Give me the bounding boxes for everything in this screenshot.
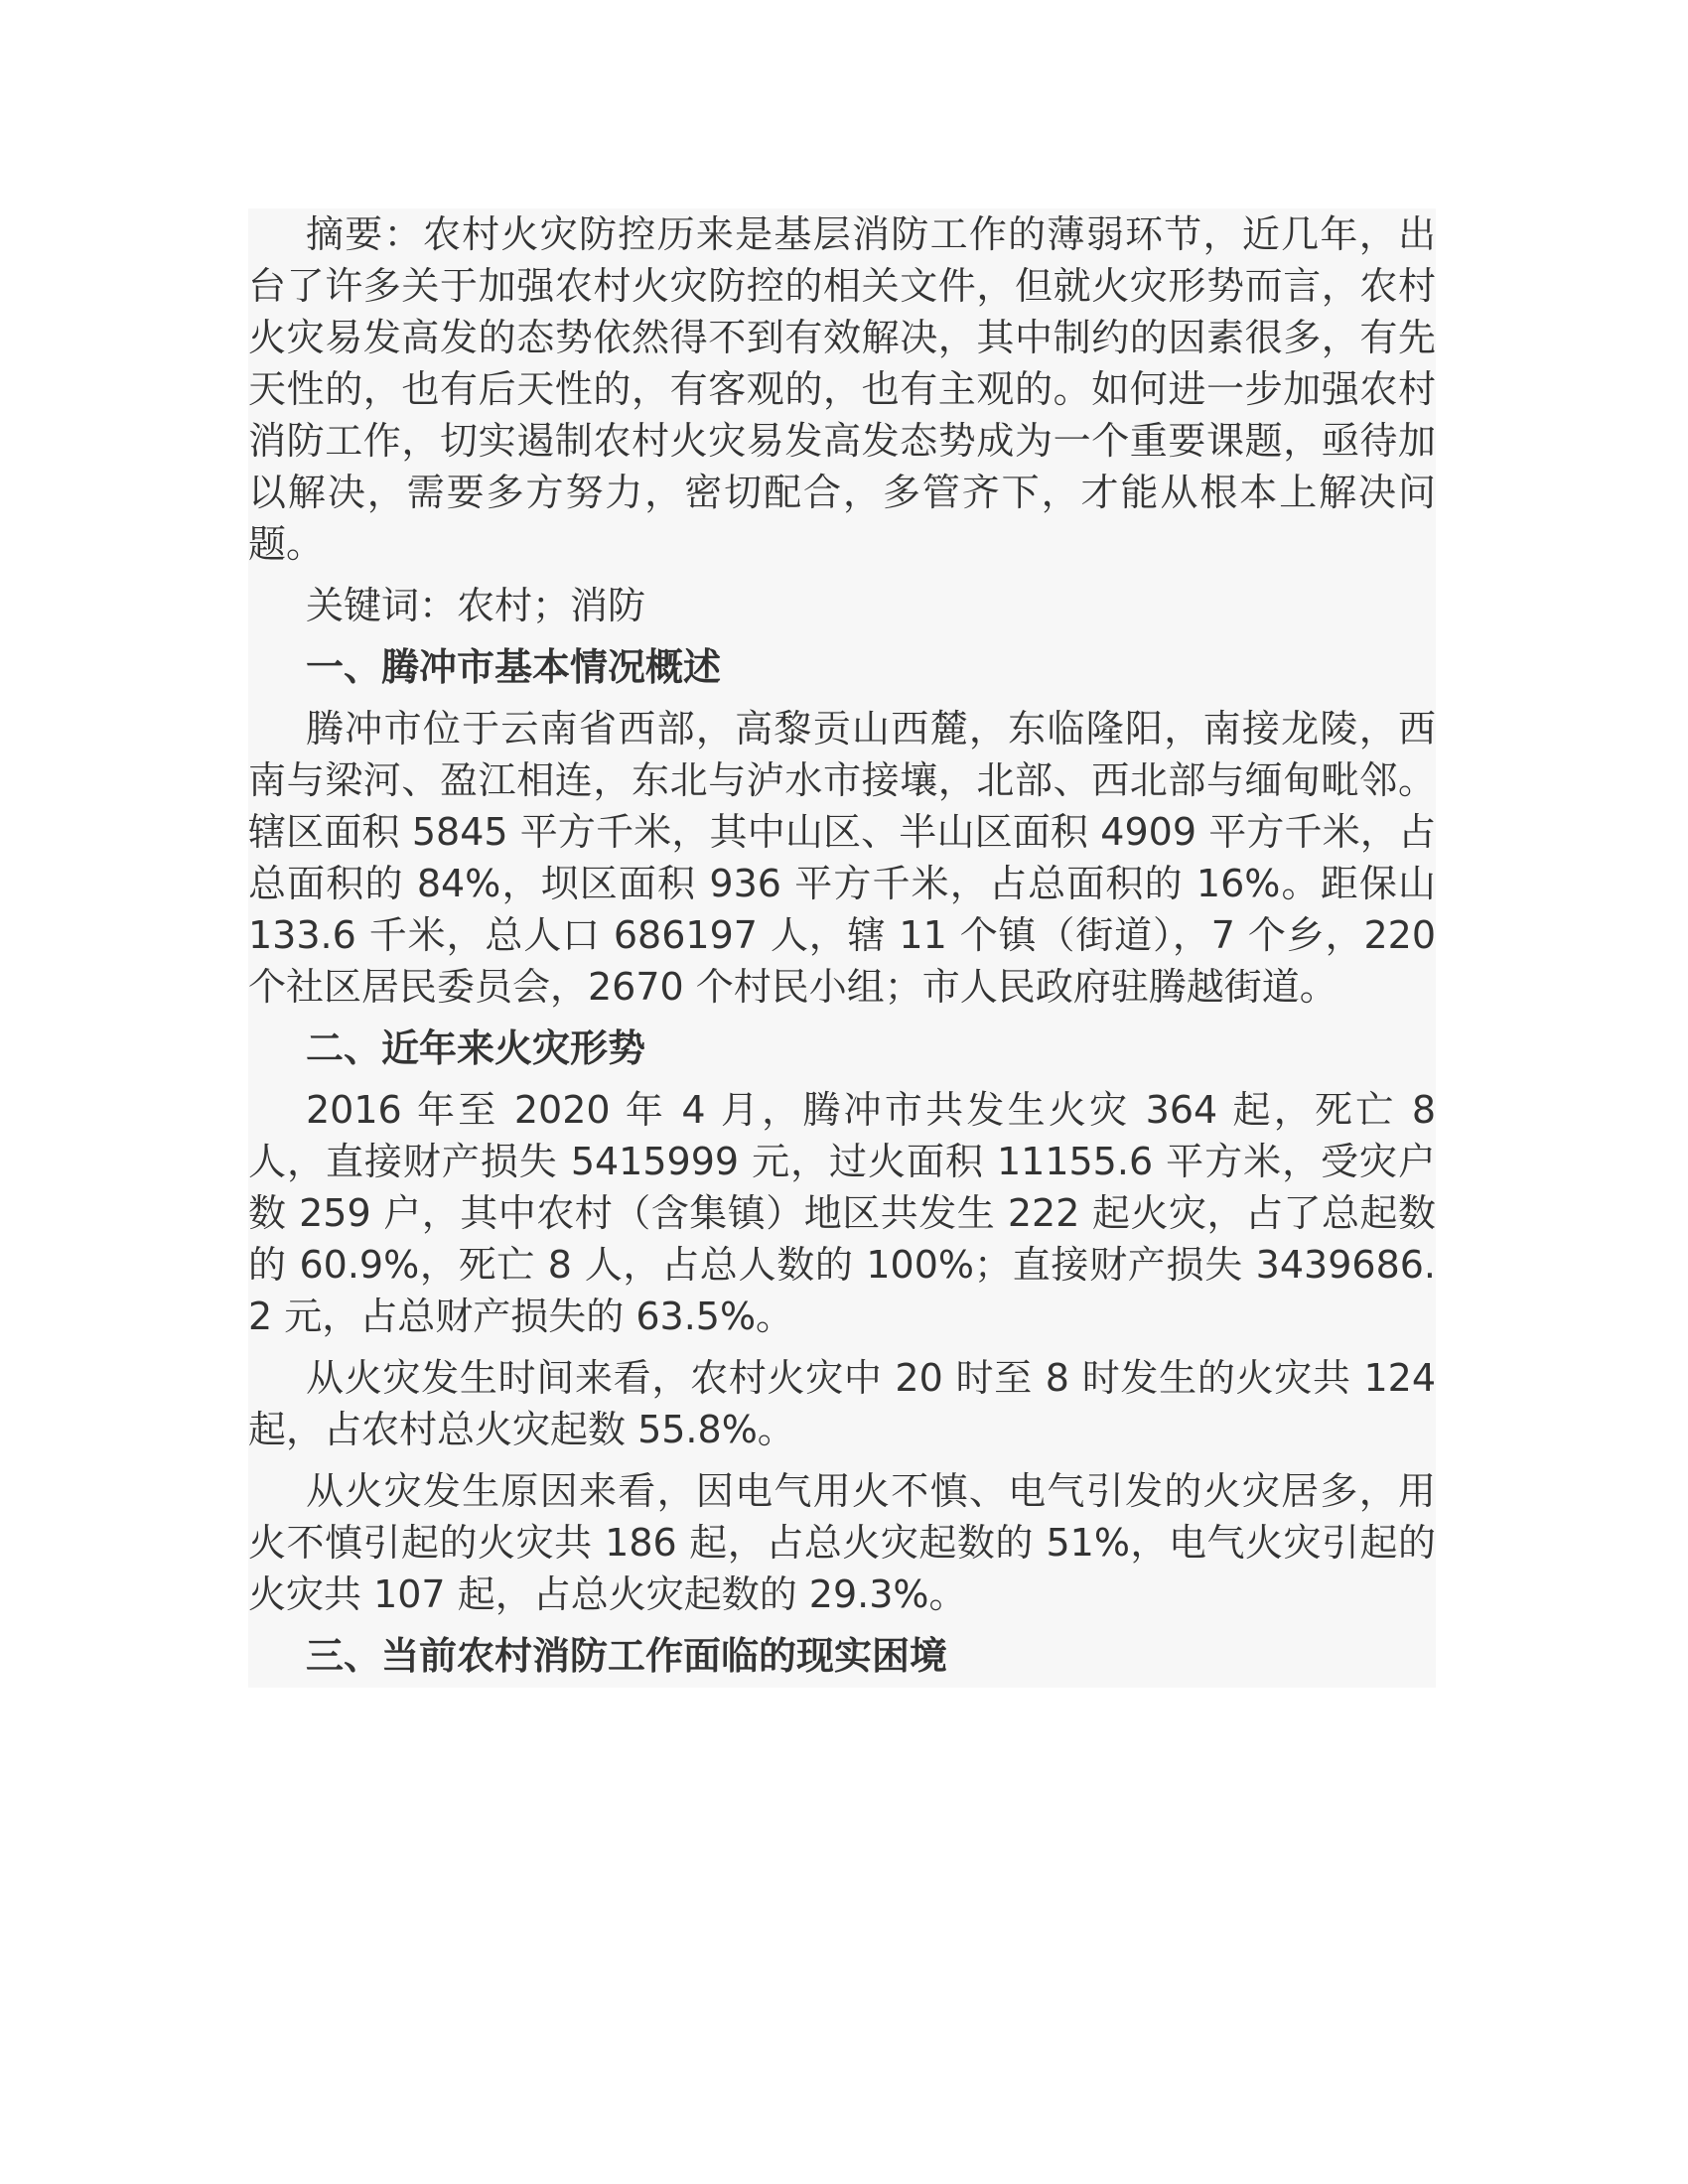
section2-paragraph-1: 2016 年至 2020 年 4 月，腾冲市共发生火灾 364 起，死亡 8 人，直接财产损失 5415999 元，过火面积 11155.6 平方米，受灾户数 259 户，其中农村（含集镇）地区共发生 222 起火灾，占了总起数的 60.9%，死亡 8 人，占总人数的 100%；直接财产损失 3439686.2 元，占总财产损失的 63.5%。 [248, 1088, 1436, 1338]
section1-heading: 一、腾冲市基本情况概述 [306, 645, 722, 689]
keywords-paragraph: 关键词：农村；消防 [306, 584, 646, 627]
section2-paragraph-2: 从火灾发生时间来看，农村火灾中 20 时至 8 时发生的火灾共 124 起，占农村总火灾起数 55.8%。 [248, 1356, 1436, 1451]
section1-body: 腾冲市位于云南省西部，高黎贡山西麓，东临隆阳，南接龙陵，西南与梁河、盈江相连，东北与泸水市接壤，北部、西北部与缅甸毗邻。辖区面积 5845 平方千米，其中山区、半山区面积 4909 平方千米，占总面积的 84%，坝区面积 936 平方千米，占总面积的 16%。距保山 133.6 千米，总人口 686197 人，辖 11 个镇（街道），7 个乡，220 个社区居民委员会，2670 个村民小组；市人民政府驻腾越街道。 [248, 707, 1436, 1009]
section3-heading: 三、当前农村消防工作面临的现实困境 [306, 1634, 948, 1678]
document-text-block [248, 208, 1436, 1688]
section2-heading: 二、近年来火灾形势 [306, 1026, 646, 1070]
section2-paragraph-3: 从火灾发生原因来看，因电气用火不慎、电气引发的火灾居多，用火不慎引起的火灾共 186 起，占总火灾起数的 51%，电气火灾引起的火灾共 107 起，占总火灾起数的 29.3%。 [248, 1469, 1436, 1616]
abstract-paragraph: 摘要：农村火灾防控历来是基层消防工作的薄弱环节，近几年，出台了许多关于加强农村火灾防控的相关文件，但就火灾形势而言，农村火灾易发高发的态势依然得不到有效解决，其中制约的因素很多，有先天性的，也有后天性的，有客观的，也有主观的。如何进一步加强农村消防工作，切实遏制农村火灾易发高发态势成为一个重要课题，亟待加以解决，需要多方努力，密切配合，多管齐下，才能从根本上解决问题。 [248, 212, 1436, 566]
